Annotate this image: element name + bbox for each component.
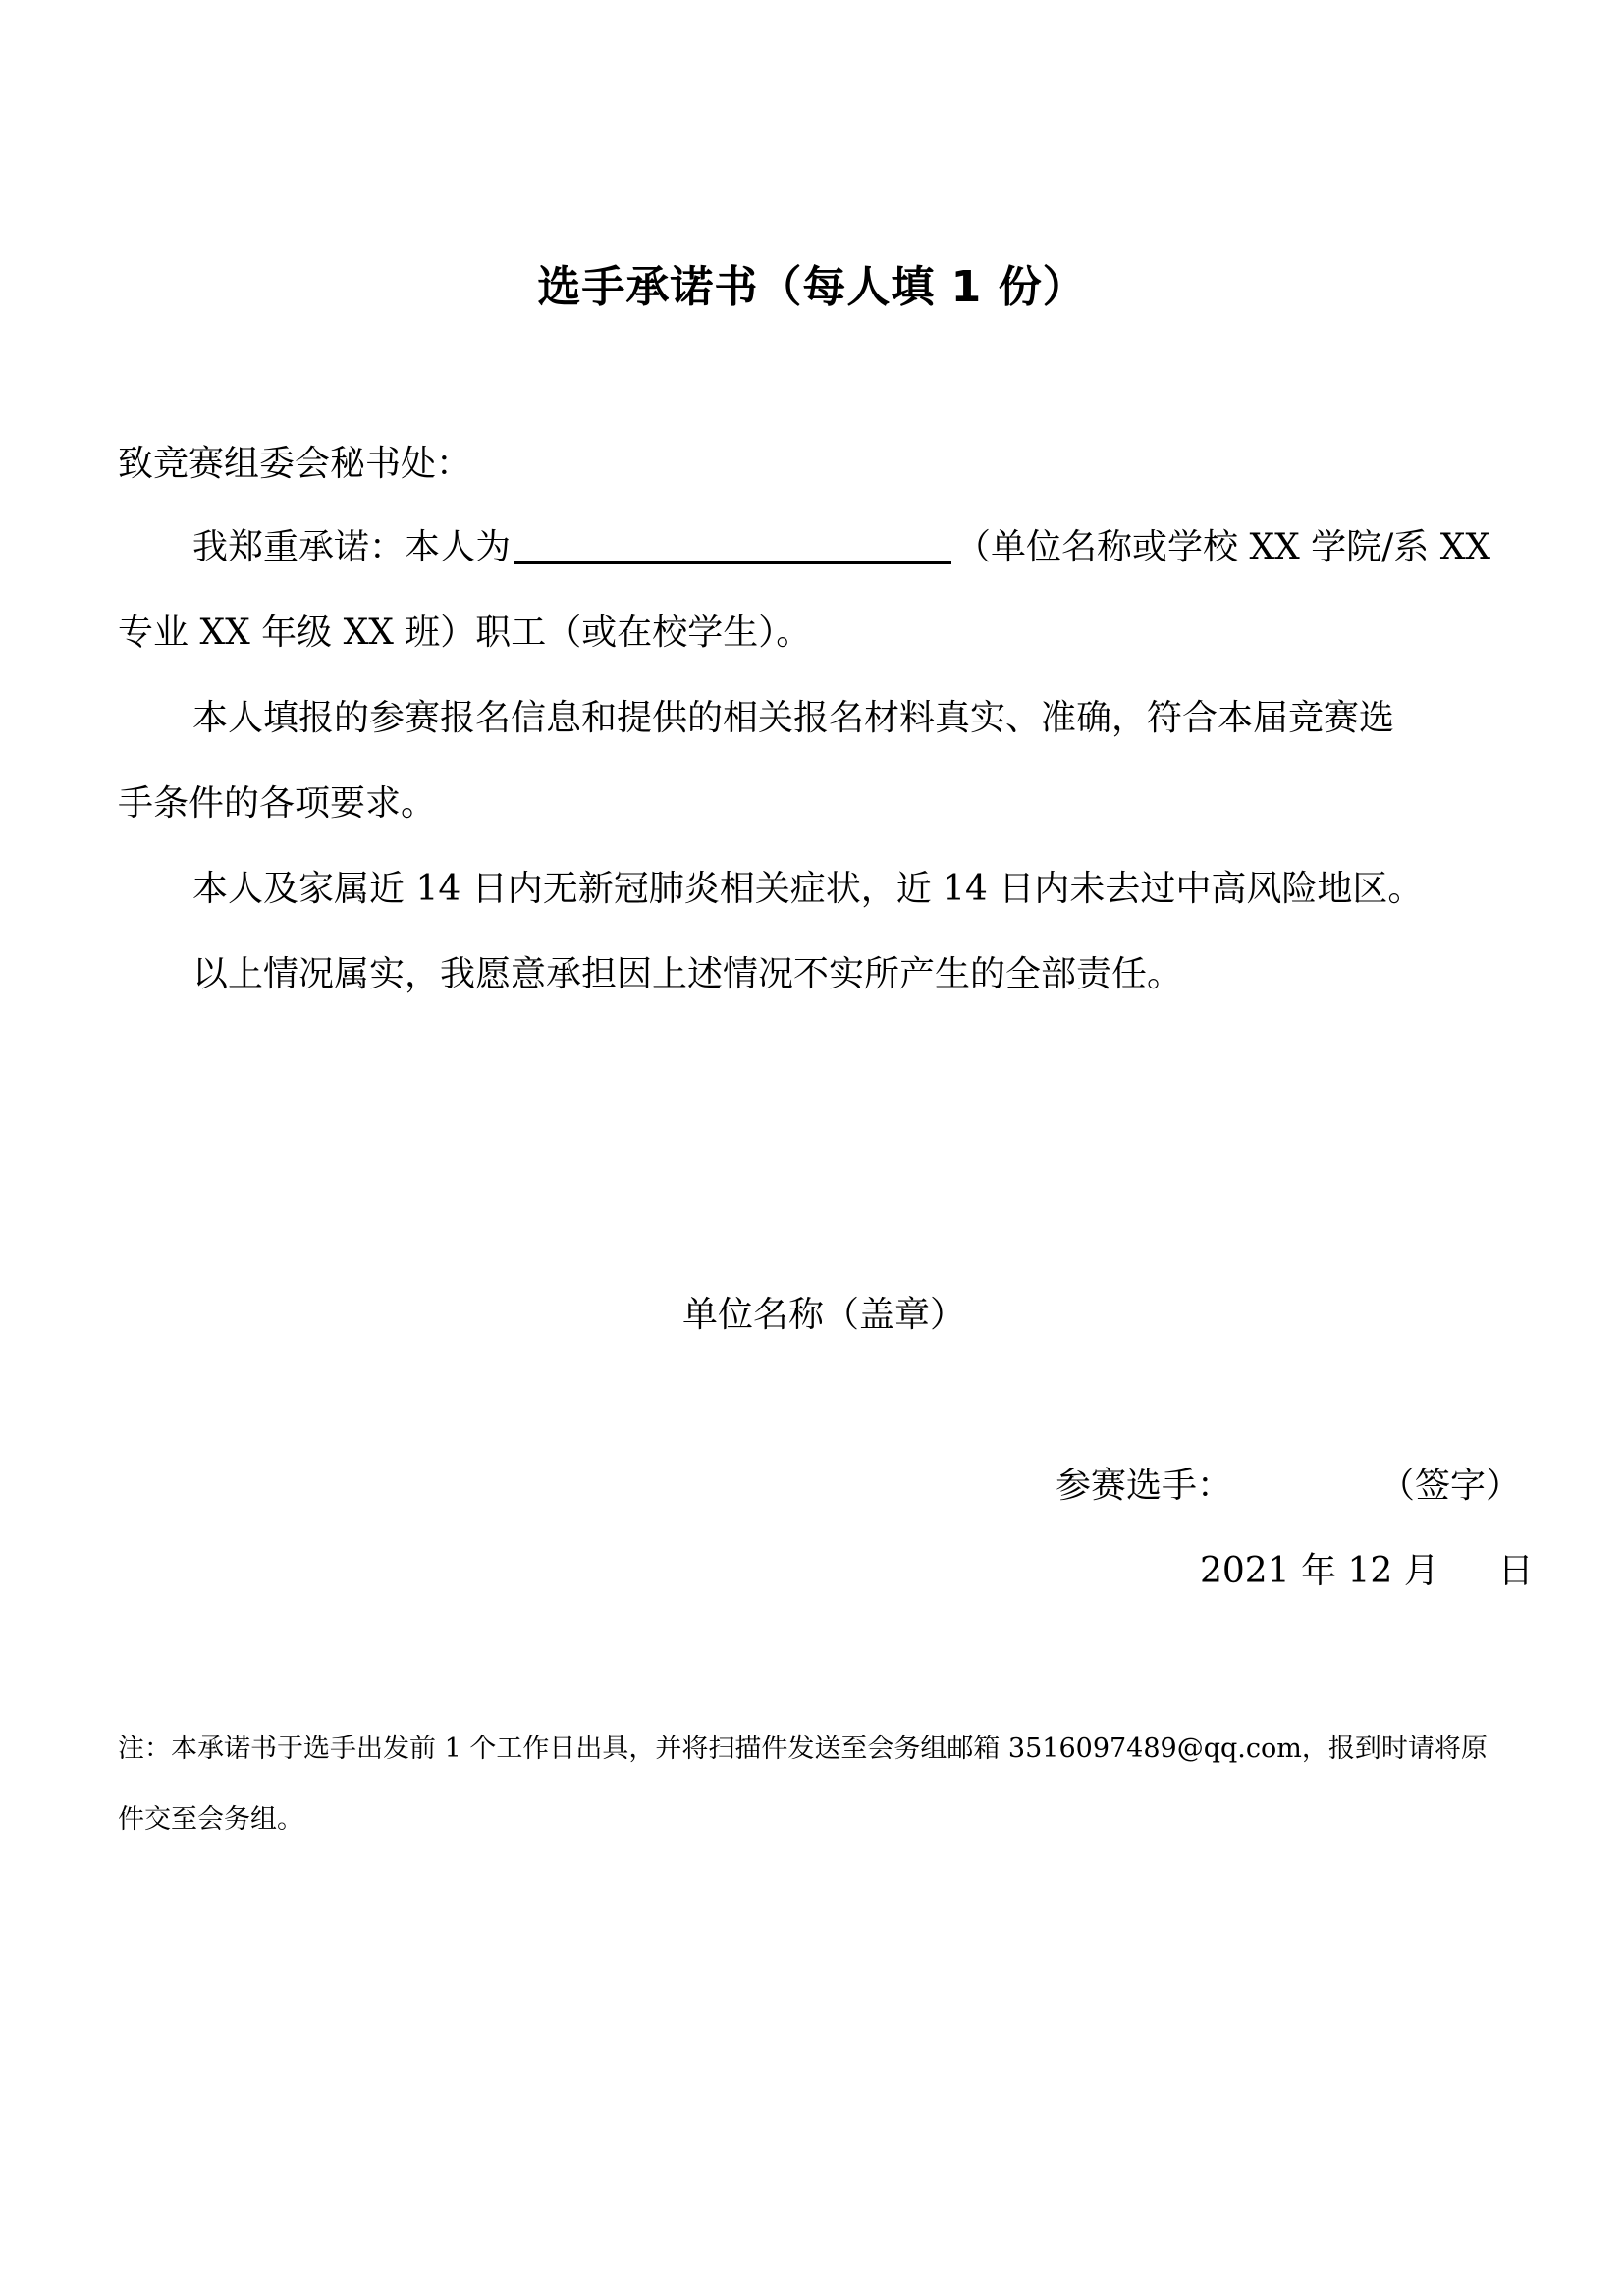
signature-hint: （签字） bbox=[1380, 1466, 1522, 1506]
promise-line-2: 专业 XX 年级 XX 班）职工（或在校学生）。 bbox=[118, 613, 812, 653]
unit-seal-label: 单位名称（盖章） bbox=[682, 1295, 966, 1335]
note-line-2: 件交至会务组。 bbox=[118, 1804, 303, 1835]
paragraph-4: 以上情况属实，我愿意承担因上述情况不实所产生的全部责任。 bbox=[192, 954, 1183, 994]
paragraph-2-line-1: 本人填报的参赛报名信息和提供的相关报名材料真实、准确，符合本届竞赛选 bbox=[192, 698, 1395, 738]
promise-prefix: 我郑重承诺：本人为 bbox=[192, 527, 512, 567]
promise-suffix: （单位名称或学校 XX 学院/系 XX bbox=[955, 527, 1490, 567]
note-line-1: 注：本承诺书于选手出发前 1 个工作日出具，并将扫描件发送至会务组邮箱 3516097489@qq.com，报到时请将原 bbox=[118, 1734, 1488, 1764]
promise-line-1 bbox=[192, 518, 1490, 577]
signature-label: 参赛选手： bbox=[1056, 1466, 1233, 1506]
salutation: 致竞赛组委会秘书处： bbox=[118, 444, 472, 484]
unit-name-blank[interactable] bbox=[514, 526, 951, 564]
date-day: 日 bbox=[1497, 1551, 1534, 1591]
date-year-month: 2021 年 12 月 bbox=[1200, 1551, 1439, 1591]
date-line bbox=[1200, 1542, 1534, 1601]
paragraph-3: 本人及家属近 14 日内无新冠肺炎相关症状，近 14 日内未去过中高风险地区。 bbox=[192, 869, 1424, 909]
paragraph-2-line-2: 手条件的各项要求。 bbox=[118, 783, 437, 824]
document-title: 选手承诺书（每人填 1 份） bbox=[537, 262, 1087, 312]
signature-line bbox=[1056, 1457, 1521, 1516]
